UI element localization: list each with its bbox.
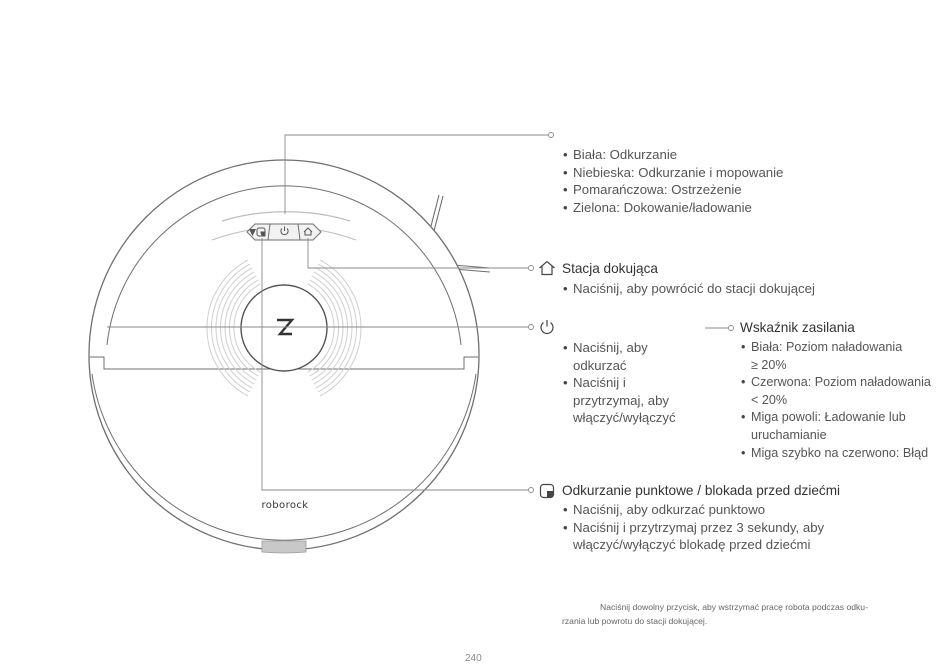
list-item-continuation: włączyć/wyłączyć blokadę przed dziećmi — [573, 537, 811, 553]
list-item: • Pomarańczowa: Ostrzeżenie — [563, 181, 783, 199]
list-item: • Niebieska: Odkurzanie i mopowanie — [563, 164, 783, 182]
list-item: • Czerwona: Poziom naładowania — [741, 374, 931, 392]
button-strip — [247, 224, 321, 240]
list-item: • Biała: Poziom naładowania — [741, 339, 931, 357]
note — [562, 600, 922, 628]
robot-brand-logo: roborock — [261, 500, 309, 511]
list-item: • Zielona: Dokowanie/ładowanie — [563, 199, 783, 217]
spot-clean-icon — [539, 483, 555, 499]
list-item: • Naciśnij, aby powrócić do stacji dokującej — [563, 280, 815, 298]
power-list — [563, 339, 689, 427]
list-item: • Miga powoli: Ładowanie lub — [741, 409, 931, 427]
home-icon — [538, 260, 556, 276]
lidar-cap — [241, 285, 327, 371]
dock-title: Stacja dokująca — [562, 261, 658, 276]
list-item-continuation: uruchamianie — [751, 427, 827, 442]
list-item-continuation: < 20% — [751, 392, 788, 407]
list-item: • Miga szybko na czerwono: Błąd — [741, 445, 931, 463]
power-indicator-title: Wskaźnik zasilania — [740, 320, 855, 335]
list-item-continuation: ≥ 20% — [751, 357, 787, 372]
note-line-2: rzania lub powrotu do stacji dokującej. — [562, 616, 708, 626]
list-item: • Biała: Odkurzanie — [563, 146, 783, 164]
power-icon — [539, 319, 555, 335]
spot-title: Odkurzanie punktowe / blokada przed dziećmi — [562, 483, 841, 498]
page-number: 240 — [465, 653, 482, 664]
power-indicator-list — [741, 339, 931, 462]
light-colors-list — [563, 146, 783, 216]
list-item: • Naciśnij i przytrzymaj, aby włączyć/wyłączyć — [563, 374, 689, 427]
note-line-1: Naciśnij dowolny przycisk, aby wstrzymać pracę robota podczas odku- — [600, 602, 868, 612]
list-item: • Naciśnij, aby odkurzać — [563, 339, 689, 374]
spot-list — [563, 501, 824, 554]
list-item: • Naciśnij i przytrzymaj przez 3 sekundy, aby — [563, 519, 824, 537]
dock-list — [563, 280, 815, 298]
list-item: • Naciśnij, aby odkurzać punktowo — [563, 501, 824, 519]
